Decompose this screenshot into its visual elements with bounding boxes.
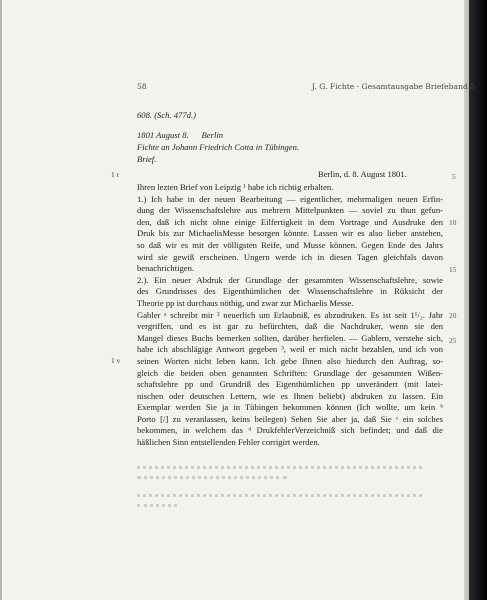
- text-line: Exemplar werden Sie ja in Tübingen bekommen können (Ich wollte, um kein ᵇ: [137, 402, 443, 413]
- faint-footnote: [137, 494, 422, 501]
- text-line: benachrichtigen.: [137, 263, 195, 274]
- text-line: dung der Wissenschaftslehre aus mehrern Mittelpunkten — soviel zu thun gefun-: [137, 205, 443, 216]
- text-line: 1.) Ich habe in der neuen Bearbeitung — eigentlicher, mehrmaligen neuen Erfin-: [137, 193, 443, 204]
- text-line: Porto [/] zu veranlassen, keins beilegen) Sehen Sie aber ja, daß Sie ᶜ ein solches: [137, 413, 443, 424]
- text-line: Gabler ᵃ schreibt mir ² neuerlich um Erlaubniß, es abzudruken. Es ist seit 1¹/₂. Jahr: [137, 309, 443, 320]
- text-line: nischen oder deutschen Lettern, wie es Ihnen beliebt) abdruken zu lassen. Ein: [137, 390, 443, 401]
- page-number: 58: [137, 82, 147, 91]
- letter-body: [137, 182, 443, 449]
- line-number: 20: [449, 311, 457, 320]
- faint-footnote: [137, 466, 422, 473]
- text-line: schaftslehre pp und Grundriß des Eigenthümlichen pp unverändert (mit latei-: [137, 379, 443, 390]
- text-line: Mangel dieses Buchs bemerken sollten, darüber herfielen. — Gablern, verstehe sich,: [137, 332, 443, 343]
- text-line: bekommen, in welchem das ᵈ DrukfehlerVerzeichniß sich befindet; und daß die: [137, 425, 443, 436]
- letter-kind: Brief.: [137, 154, 157, 164]
- line-number: 15: [449, 265, 457, 274]
- faint-footnote: [137, 476, 287, 483]
- text-line: seinen Worten nicht leben kann. Ich gebe Ihnen also hiedurch den Auftrag, so-: [137, 355, 443, 366]
- text-line: Theorie pp ist durchaus nöthig, und zwar zur Michaelis Messe.: [137, 297, 354, 308]
- line-number: 25: [449, 336, 457, 345]
- letter-date-place: 1801 August 8. Berlin: [137, 130, 224, 140]
- place-date: Berlin, d. 8. August 1801.: [318, 169, 407, 179]
- text-line: wird sie gewiß erscheinen. Ungern werde ich in diesen Tagen gleichfals davon: [137, 251, 443, 262]
- line-number: 5: [452, 172, 456, 181]
- text-line: gleich die beiden oben genannten Schriften: Grundlage der gesammten Wißen-: [137, 367, 443, 378]
- letter-number: 608. (Sch. 477d.): [137, 110, 196, 120]
- text-line: den, daß ich nicht ohne einige Eilfertigkeit in dem Vortrage und Ausdruke den: [137, 216, 443, 227]
- folio-marker-1v: 1 v: [111, 356, 121, 365]
- text-line: 2.). Ein neuer Abdruk der Grundlage der gesammten Wissenschaftslehre, sowie: [137, 274, 443, 285]
- text-line: Ihren lezten Brief von Leipzig ¹ habe ich richtig erhalten.: [137, 182, 334, 192]
- text-line: habe ich abschlägige Antwort gegeben ³, weil er mich nicht bezahlen, und ich von: [137, 344, 443, 355]
- text-line: vergriffen, und es ist gar zu befürchten, daß die Nachdruker, wenn sie den: [137, 321, 443, 332]
- letter-address: Fichte an Johann Friedrich Cotta in Tübingen.: [137, 142, 300, 152]
- text-line: so daß wir es mit der völligsten Reife, und Musse können. Gegen Ende des Jahrs: [137, 239, 443, 250]
- running-title: J. G. Fichte · Gesamtausgabe Briefeband 5: [312, 82, 476, 91]
- text-line: des Grundrisses des Eigenthümlichen der Wissenschaftslehre in Rüksicht der: [137, 286, 443, 297]
- text-line: Druk bis zur MichaelisMesse besorgen könnte. Lassen wir es also lieber anstehen,: [137, 228, 443, 239]
- folio-marker-1r: 1 r: [111, 170, 120, 179]
- faint-footnote: [137, 504, 177, 511]
- line-number: 10: [449, 218, 457, 227]
- text-line: häßlichen Sinn entstellenden Fehler corrigirt werden.: [137, 437, 320, 448]
